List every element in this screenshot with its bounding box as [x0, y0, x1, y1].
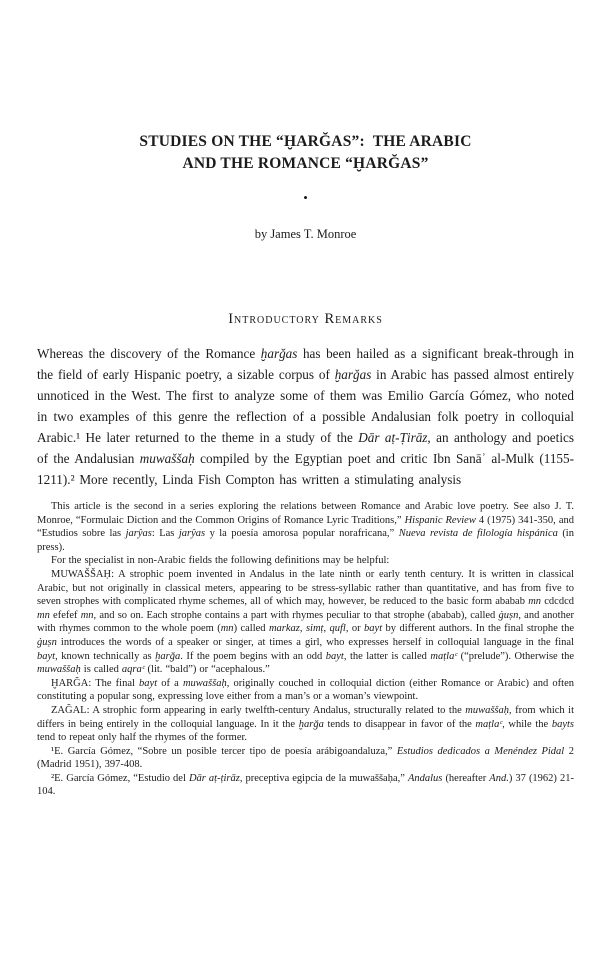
footnote-paragraph: MUWAŠŠAḤ: A strophic poem invented in Andalus in the late ninth or early tenth century. It is written in classical Arabic, but not originally in classical meters, appearing to be stress-syllabic rather than quantitative, and has from five to seven strophes with complicated rhyme schemes, all of which may, however, be reduced to the basic form ababab mn cdcdcd mn efefef mn, and so on. Each strophe contains a part with rhymes peculiar to that strophe (ababab), called ġuṣn, and another with rhymes common to the whole poem (mn) called markaz, simṭ, qufl, or bayt by different authors. In the final strophe the ġuṣn introduces the words of a speaker or singer, at times a girl, who expresses herself in colloquial language in the final bayt, known technically as ḫarğa. If the poem begins with an odd bayt, the latter is called maṭlaᶜ (“prelude”). Otherwise the muwaššaḥ is called aqraᶜ (lit. “bald”) or “acephalous.”: [37, 568, 575, 676]
separator-bullet: •: [303, 190, 308, 205]
article-title-line1: STUDIES ON THE “ḪARĞAS”: THE ARABIC: [139, 133, 472, 150]
byline: by James T. Monroe: [254, 227, 357, 241]
footnote-paragraph: ²E. García Gómez, “Estudio del Dār aṭ-ṭirāz, preceptiva egipcia de la muwaššaḥa,” Andalus (hereafter And.) 37 (1962) 21-104.: [37, 772, 574, 798]
article-header: [37, 0, 574, 242]
footnote-paragraph: This article is the second in a series exploring the relations between Romance and Arabic love poetry. See also J. T. Monroe, “Formulaic Diction and the Common Origins of Romance Lyric Traditions,” Hispanic Review 4 (1975) 341-350, and “Estudios sobre las jarŷas: Las jarŷas y la poesía amorosa popular norafricana,” Nueva revista de filología hispánica (in press).: [37, 501, 574, 553]
footnote-paragraph: ḪARĞA: The final bayt of a muwaššaḥ, originally couched in colloquial diction (either Romance or Arabic) and often constituting a popular song, expressing love either from a man’s or a woman’s viewpoint.: [37, 677, 575, 703]
footnote-paragraph: ZAĞAL: A strophic form appearing in early twelfth-century Andalus, structurally related to the muwaššaḥ, from which it differs in being entirely in the colloquial language. In it the ḫarğa tends to disappear in favor of the maṭlaᶜ, while the bayts tend to repeat only half the rhymes of the former.: [37, 704, 575, 744]
section-heading: Introductory Remarks: [228, 311, 383, 327]
article-title-line2: AND THE ROMANCE “ḪARĞAS”: [182, 155, 429, 172]
footnote-paragraph: For the specialist in non-Arabic fields the following definitions may be helpful:: [51, 555, 390, 567]
body-paragraph: Whereas the discovery of the Romance ḫarğas has been hailed as a significant break-through in the field of early Hispanic poetry, a sizable corpus of ḫarğas in Arabic has passed almost entirely unnoticed in the West. The first to analyze some of them was Emilio García Gómez, who noted in two examples of this genre the reflection of a possible Andalusian folk poetry in colloquial Arabic.¹ He later returned to the theme in a study of the Dār aṭ-Ṭirāz, an anthology and poetics of the Andalusian muwaššaḥ compiled by the Egyptian poet and critic Ibn Sanāʾ al-Mulk (1155-1211).² More recently, Linda Fish Compton has written a stimulating analysis: [37, 346, 575, 487]
footnote-paragraph: ¹E. García Gómez, “Sobre un posible tercer tipo de poesía arábigoandaluza,” Estudios dedicados a Menéndez Pidal 2 (Madrid 1951), 397-408.: [37, 745, 574, 771]
footnotes-block: [37, 500, 574, 799]
